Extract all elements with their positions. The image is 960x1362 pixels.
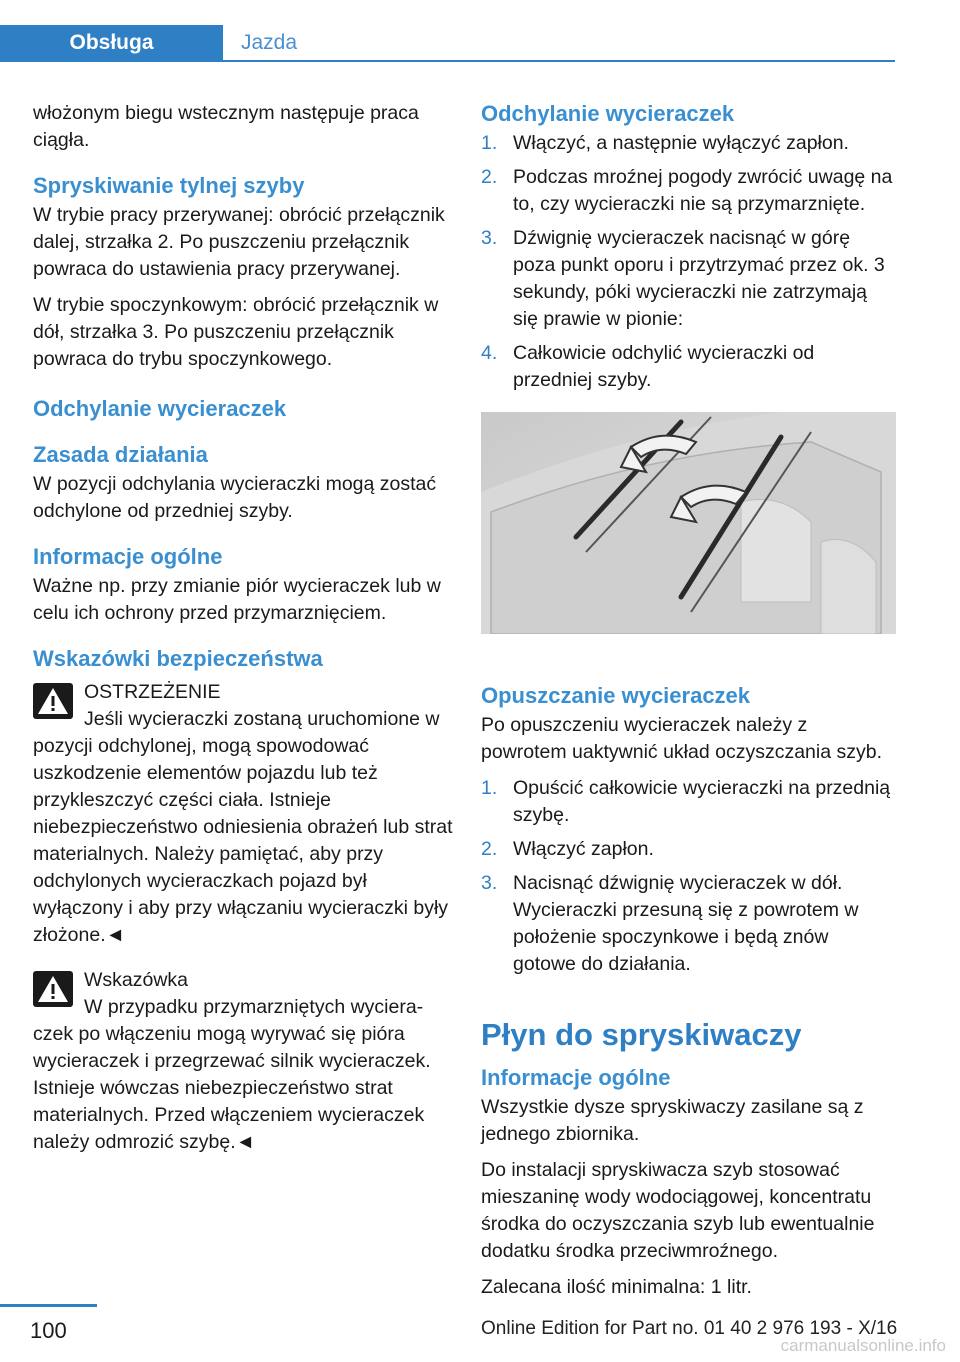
rear-wash-heading: Spryskiwanie tylnej szyby	[33, 173, 305, 198]
header-divider	[0, 60, 895, 62]
warning-triangle-icon	[33, 683, 73, 719]
warning-2-title: Wskazówka	[84, 969, 189, 991]
page-number: 100	[30, 1318, 67, 1343]
header-tabbar	[0, 0, 895, 62]
lower-steps-list	[481, 775, 896, 978]
list-item: 3. Nacisnąć dźwignię wycieraczek w dół. Wycieraczki przesuną się z powrotem w położenie spoczynkowe i będą znów gotowe do działania.	[481, 872, 859, 975]
warning-1-title: OSTRZEŻENIE	[84, 681, 221, 703]
fluid-paragraph-3: Zalecana ilość minimalna: 1 litr.	[481, 1276, 752, 1298]
washer-fluid-heading: Płyn do spryskiwaczy	[481, 1017, 802, 1052]
edition-text: Online Edition for Part no. 01 40 2 976 193 - X/16	[481, 1318, 898, 1339]
warning-1-body: pozycji odchylonej, mogą spowodować uszkodzenie elementów pojazdu lub też przyklеszczyć części ciała. Istnieje niebezpieczeństwo odniesienia obrażeń lub strat materialnych. Należy pamiętać, aby przy odchylonych wycieraczkach pojazd był wyłączony i aby przy włączaniu wycieraczki były złożone.◄	[33, 735, 453, 946]
fluid-general-heading: Informacje ogólne	[481, 1065, 671, 1090]
rear-wash-paragraph-1: W trybie pracy przerywanej: obrócić przełącznik dalej, strzałka 2. Po puszczeniu przełącznik powraca do ustawienia pracy przerywanej.	[33, 204, 445, 280]
watermark: carmanualsonline.info	[780, 1336, 946, 1355]
fluid-paragraph-2: Do instalacji spryskiwacza szyb stosować mieszaninę wody wodociągowej, koncentratu środka do oczyszczania szyb lub ewentualnie dodatku środka przeciwmroźnego.	[481, 1159, 875, 1262]
list-item: 4. Całkowicie odchylić wycieraczki od przedniej szyby.	[481, 342, 815, 391]
left-column	[33, 100, 453, 1165]
principle-heading: Zasada działania	[33, 442, 208, 467]
warning-block-2	[33, 967, 453, 1156]
wiper-illustration	[481, 412, 896, 634]
tilt-steps-list	[481, 130, 896, 394]
right-column	[481, 100, 896, 1310]
list-item: 3. Dźwignię wycieraczek nacisnąć w górę poza punkt oporu i przytrzymać przez ok. 3 sekundy, póki wycieraczki nie zatrzymają się prawie w pionie:	[481, 227, 885, 330]
warning-2-lead: W przypadku przymarzniętych wyciera-	[84, 996, 424, 1018]
intro-text: włożonym biegu wstecznym następuje praca ciągła.	[33, 102, 419, 151]
rear-wash-paragraph-2: W trybie spoczynkowym: obrócić przełącznik w dół, strzałka 3. Po puszczeniu przełącznik powraca do trybu spoczynkowego.	[33, 294, 439, 370]
tab-jazda[interactable]: Jazda	[241, 31, 298, 54]
footer-divider	[0, 1304, 97, 1307]
warning-2-body: czek po włączeniu mogą wyrywać się pióra wycieraczek i przegrzewać silnik wycieraczek. Istnieje wówczas niebezpieczeństwo strat materialnych. Przed włączeniem wycieraczek należy odmrozić szybę.◄	[33, 1023, 431, 1153]
lower-wipers-heading: Opuszczanie wycieraczek	[481, 683, 751, 708]
list-item: 2. Włączyć zapłon.	[481, 838, 654, 860]
list-item: 1. Włączyć, a następnie wyłączyć zapłon.	[481, 132, 849, 154]
fluid-paragraph-1: Wszystkie dysze spryskiwaczy zasilane są z jednego zbiornika.	[481, 1096, 864, 1145]
warning-block-1	[33, 679, 453, 949]
safety-heading: Wskazówki bezpieczeństwa	[33, 646, 323, 671]
warning-1-lead: Jeśli wycieraczki zostaną uruchomione w	[84, 708, 440, 730]
lower-wipers-paragraph: Po opuszczeniu wycieraczek należy z powrotem uaktywnić układ oczyszczania szyb.	[481, 714, 882, 763]
tab-obsluga[interactable]: Obsługa	[0, 25, 223, 60]
general-info-heading: Informacje ogólne	[33, 544, 223, 569]
warning-triangle-icon	[33, 971, 73, 1007]
general-info-paragraph: Ważne np. przy zmianie piór wycieraczek lub w celu ich ochrony przed przymarznięciem.	[33, 575, 441, 624]
tilt-procedure-heading: Odchylanie wycieraczek	[481, 101, 735, 126]
list-item: 1. Opuścić całkowicie wycieraczki na przednią szybę.	[481, 777, 891, 826]
list-item: 2. Podczas mroźnej pogody zwrócić uwagę na to, czy wycieraczki nie są przymarznięte.	[481, 166, 893, 215]
principle-paragraph: W pozycji odchylania wycieraczki mogą zostać odchylone od przedniej szyby.	[33, 473, 437, 522]
tilt-wipers-heading: Odchylanie wycieraczek	[33, 396, 287, 421]
